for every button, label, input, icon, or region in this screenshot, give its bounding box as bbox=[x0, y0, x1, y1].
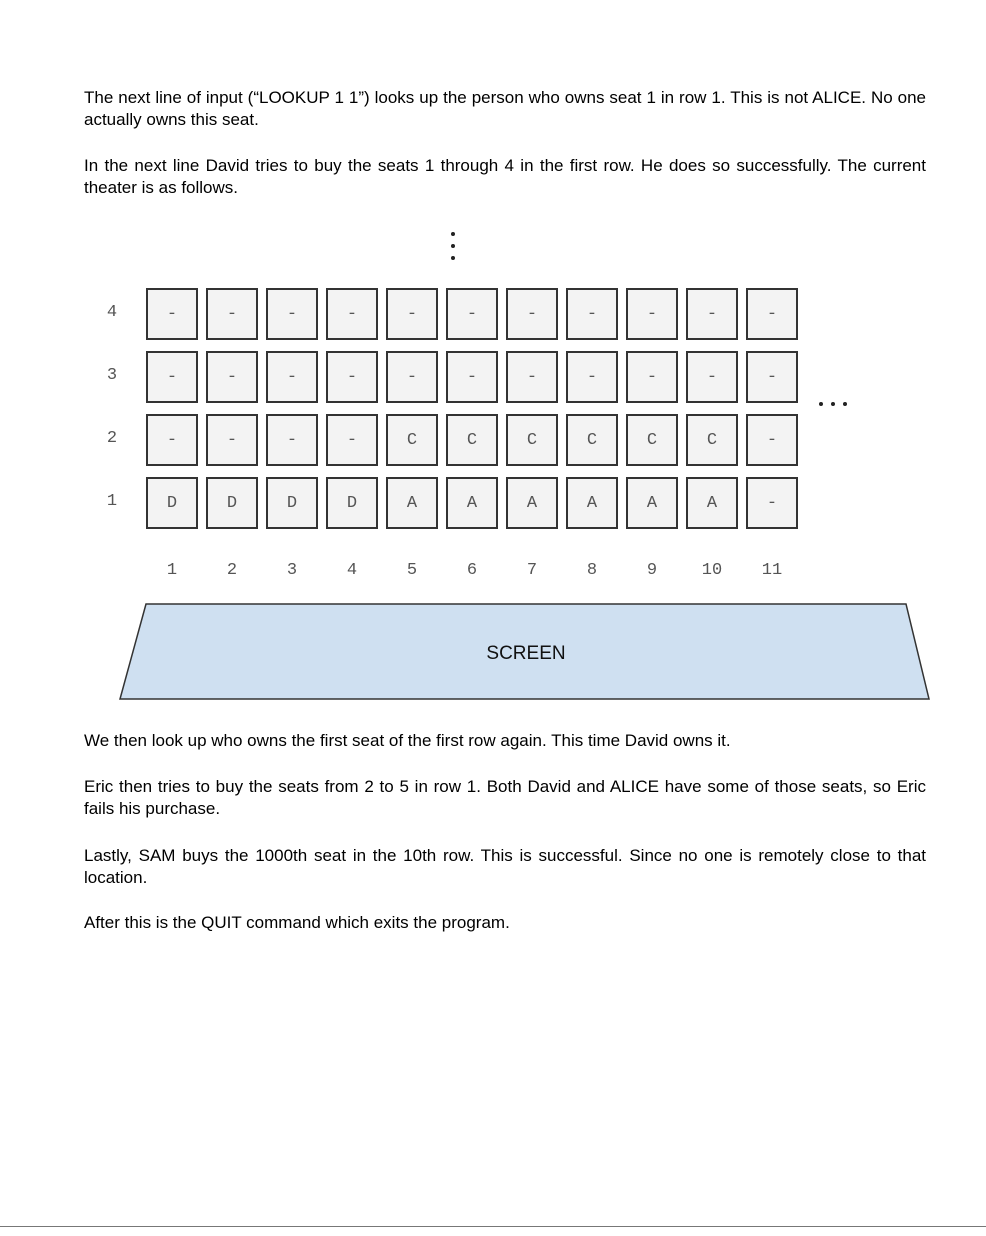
column-label: 6 bbox=[466, 561, 478, 580]
paragraph-david-buys: In the next line David tries to buy the seats 1 through 4 in the first row. He does so successfully. The current theater is as follows. bbox=[84, 156, 926, 197]
seat: C bbox=[506, 414, 558, 466]
seat: A bbox=[506, 477, 558, 529]
seat: - bbox=[206, 288, 258, 340]
paragraph-sam-buys: Lastly, SAM buys the 1000th seat in the 10th row. This is successful. Since no one is remotely close to that location. bbox=[84, 846, 926, 887]
paragraph-lookup-again: We then look up who owns the first seat of the first row again. This time David owns it. bbox=[84, 731, 731, 750]
column-label: 8 bbox=[586, 561, 598, 580]
seat: - bbox=[266, 414, 318, 466]
column-label: 11 bbox=[761, 561, 783, 580]
seat: A bbox=[626, 477, 678, 529]
seat: A bbox=[566, 477, 618, 529]
seat: - bbox=[686, 351, 738, 403]
seat: - bbox=[146, 288, 198, 340]
seat: A bbox=[446, 477, 498, 529]
seat: - bbox=[326, 414, 378, 466]
seat: D bbox=[146, 477, 198, 529]
paragraph-lookup: The next line of input (“LOOKUP 1 1”) looks up the person who owns seat 1 in row 1. This is not ALICE. No one actually owns this seat. bbox=[84, 88, 926, 129]
seat: - bbox=[266, 288, 318, 340]
column-label: 10 bbox=[701, 561, 723, 580]
seat: - bbox=[386, 351, 438, 403]
screen-label: SCREEN bbox=[486, 643, 566, 664]
seat: - bbox=[626, 288, 678, 340]
seat: - bbox=[266, 351, 318, 403]
column-label: 4 bbox=[346, 561, 358, 580]
seat: - bbox=[626, 351, 678, 403]
seat: - bbox=[146, 351, 198, 403]
row-label: 4 bbox=[106, 303, 118, 322]
column-label: 3 bbox=[286, 561, 298, 580]
seat: A bbox=[686, 477, 738, 529]
seat: - bbox=[746, 351, 798, 403]
seat: C bbox=[626, 414, 678, 466]
seat: - bbox=[446, 351, 498, 403]
seat: - bbox=[326, 288, 378, 340]
seat: - bbox=[506, 351, 558, 403]
seat: C bbox=[386, 414, 438, 466]
row-label: 2 bbox=[106, 429, 118, 448]
paragraph-eric-fails: Eric then tries to buy the seats from 2 to 5 in row 1. Both David and ALICE have some of those seats, so Eric fails his purchase. bbox=[84, 777, 926, 818]
seat: D bbox=[206, 477, 258, 529]
seat: A bbox=[386, 477, 438, 529]
page-bottom-rule bbox=[0, 1226, 986, 1227]
seat: C bbox=[446, 414, 498, 466]
column-label: 1 bbox=[166, 561, 178, 580]
seat: - bbox=[746, 477, 798, 529]
seat: D bbox=[326, 477, 378, 529]
seat: - bbox=[746, 414, 798, 466]
paragraph-quit: After this is the QUIT command which exits the program. bbox=[84, 913, 510, 932]
row-label: 1 bbox=[106, 492, 118, 511]
seat: - bbox=[146, 414, 198, 466]
seat: - bbox=[566, 288, 618, 340]
seat: C bbox=[566, 414, 618, 466]
seat: - bbox=[206, 414, 258, 466]
seat: C bbox=[686, 414, 738, 466]
column-label: 2 bbox=[226, 561, 238, 580]
seat: - bbox=[686, 288, 738, 340]
row-label: 3 bbox=[106, 366, 118, 385]
seat: - bbox=[386, 288, 438, 340]
seat: - bbox=[326, 351, 378, 403]
seat: D bbox=[266, 477, 318, 529]
seat: - bbox=[566, 351, 618, 403]
column-label: 9 bbox=[646, 561, 658, 580]
seat: - bbox=[746, 288, 798, 340]
seat: - bbox=[506, 288, 558, 340]
column-label: 5 bbox=[406, 561, 418, 580]
seat: - bbox=[206, 351, 258, 403]
column-label: 7 bbox=[526, 561, 538, 580]
seat: - bbox=[446, 288, 498, 340]
